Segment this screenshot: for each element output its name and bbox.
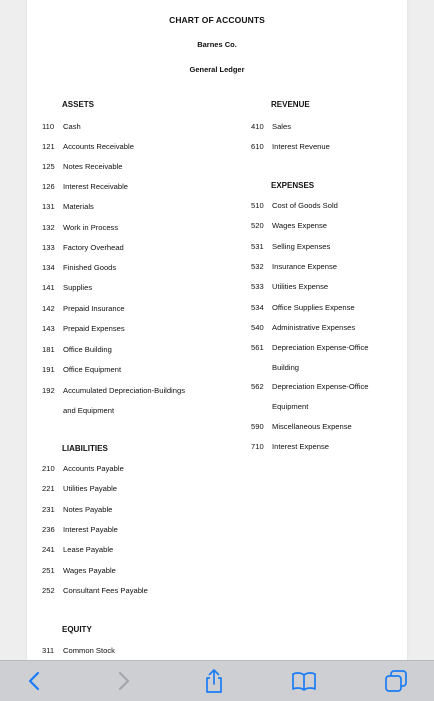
account-row <box>42 202 94 212</box>
account-name: Interest Receivable <box>63 182 129 191</box>
account-number: 121 <box>42 142 55 151</box>
revenue-heading: REVENUE <box>271 100 310 109</box>
account-row <box>42 365 121 375</box>
account-name: Notes Receivable <box>63 162 123 171</box>
account-name: Prepaid Insurance <box>63 304 125 313</box>
account-number: 410 <box>251 122 264 131</box>
account-row <box>42 525 118 535</box>
forward-button[interactable] <box>109 667 139 695</box>
account-name: Interest Revenue <box>272 142 330 151</box>
account-number: 110 <box>42 122 55 131</box>
account-row <box>42 243 124 253</box>
account-number: 134 <box>42 263 55 272</box>
account-name: Prepaid Expenses <box>63 324 125 333</box>
account-name: Common Stock <box>63 646 115 655</box>
account-name: Accounts Payable <box>63 464 124 473</box>
account-name: Work in Process <box>63 223 119 232</box>
account-number: 531 <box>251 242 264 251</box>
expenses-heading: EXPENSES <box>271 181 315 190</box>
account-row <box>42 545 113 555</box>
account-number: 510 <box>251 201 264 210</box>
account-number: 710 <box>251 442 264 451</box>
share-button[interactable] <box>199 667 229 695</box>
account-number: 590 <box>251 422 264 431</box>
account-row <box>42 484 117 494</box>
account-number: 241 <box>42 545 55 554</box>
account-name: Accounts Receivable <box>63 142 134 151</box>
account-name: Factory Overhead <box>63 243 124 252</box>
account-row <box>42 505 112 515</box>
account-name: Cash <box>63 122 81 131</box>
account-row <box>42 586 148 596</box>
account-number: 251 <box>42 566 55 575</box>
account-name: Depreciation Expense-Office <box>272 343 369 352</box>
account-row <box>251 142 330 152</box>
account-row <box>251 122 291 132</box>
account-number: 132 <box>42 223 55 232</box>
account-row <box>42 464 124 474</box>
company-name: Barnes Co. <box>197 40 237 49</box>
account-row <box>42 345 112 355</box>
assets-heading: ASSETS <box>62 100 95 109</box>
account-number: 141 <box>42 283 55 292</box>
share-icon <box>203 668 225 694</box>
account-row <box>42 142 134 152</box>
account-row <box>42 162 123 172</box>
account-number: 191 <box>42 365 55 374</box>
account-row <box>251 262 337 272</box>
document-title: CHART OF ACCOUNTS <box>169 15 265 25</box>
account-name: Office Supplies Expense <box>272 303 355 312</box>
account-row <box>251 303 355 313</box>
account-row <box>42 324 125 334</box>
account-number: 125 <box>42 162 55 171</box>
account-name: Interest Expense <box>272 442 329 451</box>
account-number: 192 <box>42 386 55 395</box>
account-number: 311 <box>42 646 55 655</box>
account-row <box>251 242 330 252</box>
account-name: Selling Expenses <box>272 242 331 251</box>
account-number: 143 <box>42 324 55 333</box>
account-number: 231 <box>42 505 55 514</box>
account-row <box>42 263 116 273</box>
account-row <box>42 566 116 576</box>
account-number: 210 <box>42 464 55 473</box>
account-name: Insurance Expense <box>272 262 338 271</box>
account-name: Miscellaneous Expense <box>272 422 352 431</box>
account-number: 561 <box>251 343 264 352</box>
account-name: Finished Goods <box>63 263 117 272</box>
account-name: Sales <box>272 122 291 131</box>
account-name: Administrative Expenses <box>272 323 356 332</box>
account-number: 142 <box>42 304 55 313</box>
tabs-button[interactable] <box>381 667 411 695</box>
account-number: 252 <box>42 586 55 595</box>
account-name: Utilities Expense <box>272 282 329 291</box>
account-row <box>42 182 128 192</box>
account-name-continued: Equipment <box>272 402 309 411</box>
account-name-continued: and Equipment <box>63 406 115 415</box>
account-number: 540 <box>251 323 264 332</box>
account-number: 520 <box>251 221 264 230</box>
account-name: Notes Payable <box>63 505 113 514</box>
ledger-name: General Ledger <box>189 65 245 74</box>
account-name-continued: Building <box>272 363 300 372</box>
account-number: 532 <box>251 262 264 271</box>
browser-toolbar <box>0 660 434 701</box>
account-name: Depreciation Expense-Office <box>272 382 369 391</box>
account-name: Wages Expense <box>272 221 328 230</box>
account-number: 610 <box>251 142 264 151</box>
account-name: Office Building <box>63 345 112 354</box>
book-icon <box>291 670 317 692</box>
account-name: Accumulated Depreciation-Buildings <box>63 386 185 395</box>
account-number: 181 <box>42 345 55 354</box>
account-row <box>42 304 125 314</box>
account-name: Interest Payable <box>63 525 118 534</box>
bookmarks-button[interactable] <box>289 667 319 695</box>
chevron-right-icon <box>117 671 131 691</box>
account-row <box>251 422 352 432</box>
account-row <box>251 323 355 333</box>
account-name: Supplies <box>63 283 93 292</box>
account-row <box>42 283 92 293</box>
tabs-icon <box>384 669 408 693</box>
account-number: 221 <box>42 484 55 493</box>
account-row <box>251 382 369 412</box>
account-row <box>42 223 118 233</box>
account-name: Consultant Fees Payable <box>63 586 148 595</box>
account-row <box>251 282 328 292</box>
account-row <box>251 221 327 231</box>
chevron-left-icon <box>27 671 41 691</box>
account-row <box>251 201 338 211</box>
account-number: 133 <box>42 243 55 252</box>
account-number: 131 <box>42 202 55 211</box>
account-row <box>42 646 115 656</box>
equity-heading: EQUITY <box>62 625 92 634</box>
account-name: Lease Payable <box>63 545 114 554</box>
account-name: Office Equipment <box>63 365 122 374</box>
account-number: 236 <box>42 525 55 534</box>
back-button[interactable] <box>19 667 49 695</box>
document-page <box>27 0 407 660</box>
account-row <box>42 122 81 132</box>
account-row <box>251 343 369 373</box>
account-row <box>251 442 329 452</box>
account-name: Wages Payable <box>63 566 116 575</box>
account-number: 562 <box>251 382 264 391</box>
account-number: 534 <box>251 303 264 312</box>
account-number: 126 <box>42 182 55 191</box>
account-row <box>42 386 185 416</box>
liabilities-heading: LIABILITIES <box>62 444 108 453</box>
account-name: Utilities Payable <box>63 484 118 493</box>
account-name: Cost of Goods Sold <box>272 201 338 210</box>
account-number: 533 <box>251 282 264 291</box>
account-name: Materials <box>63 202 94 211</box>
